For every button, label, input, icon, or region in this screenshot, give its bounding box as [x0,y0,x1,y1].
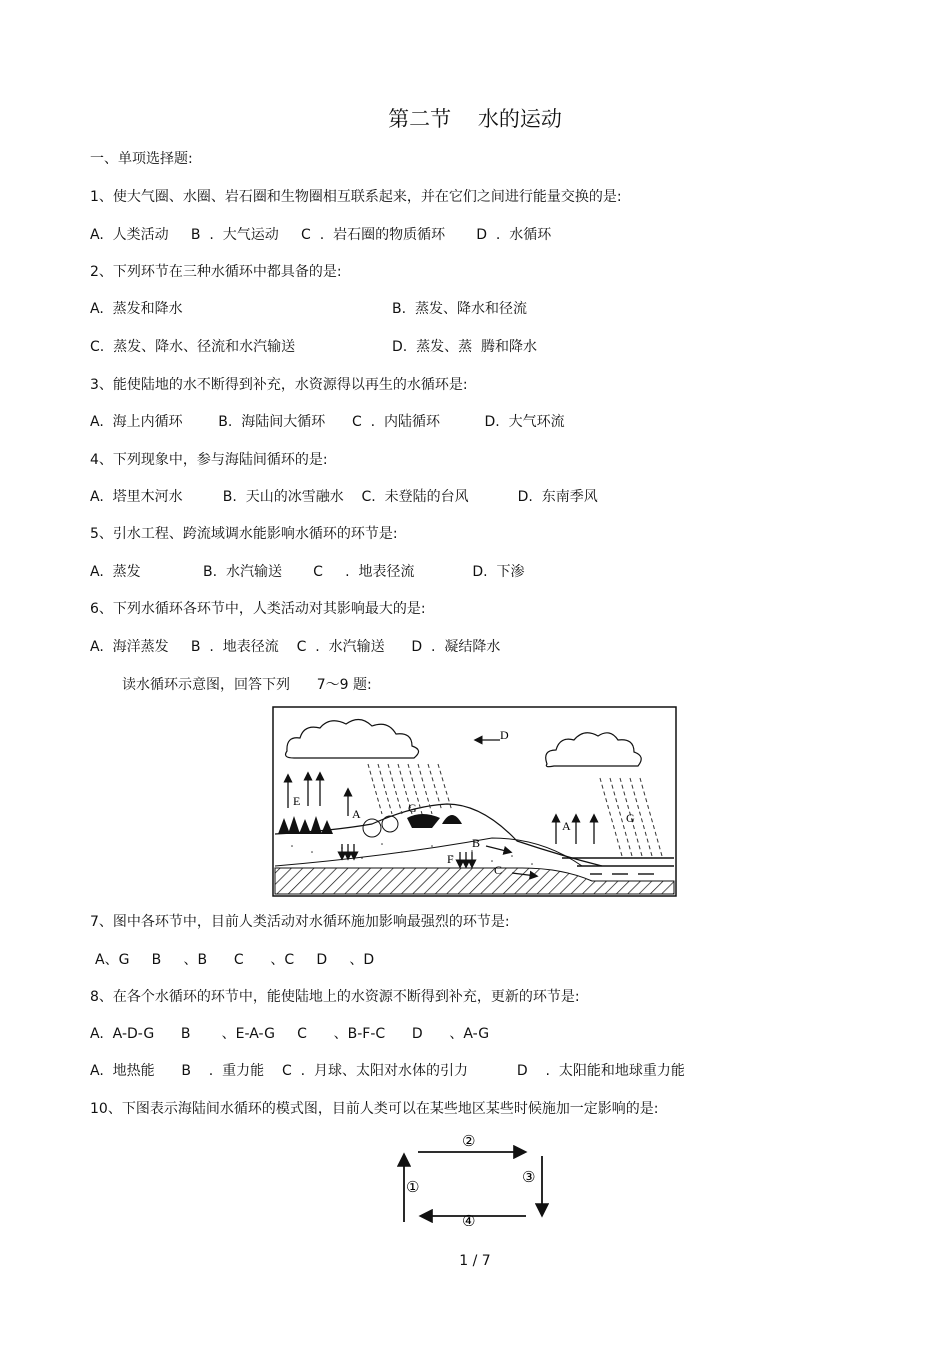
question-5: 5、引水工程、跨流域调水能影响水循环的环节是: [90,526,398,542]
label-4: ④ [462,1212,476,1226]
label-e: E [293,794,301,808]
question-7: 7、图中各环节中，目前人类活动对水循环施加影响最强烈的环节是: [90,914,510,930]
question-2-option-a: A. 蒸发和降水 [90,301,183,317]
question-6-options: A. 海洋蒸发 B . 地表径流 C . 水汽输送 D . 凝结降水 [90,639,501,655]
question-9-options: A. 地热能 B . 重力能 C . 月球、太阳对水体的引力 D . 太阳能和地球重力能 [90,1063,685,1079]
page-title: 第二节 水的运动 [388,107,562,131]
label-1: ① [406,1178,420,1196]
question-6: 6、下列水循环各环节中，人类活动对其影响最大的是: [90,601,426,617]
question-4-options: A. 塔里木河水 B. 天山的冰雪融水 C. 未登陆的台风 D. 东南季风 [90,489,598,505]
question-2-option-d: D. 蒸发、蒸 腾和降水 [392,339,538,355]
question-8: 8、在各个水循环的环节中，能使陆地上的水资源不断得到补充，更新的环节是: [90,989,580,1005]
question-8-options: A. A-D-G B 、E-A-G C 、B-F-C D 、A-G [90,1026,490,1042]
section-heading: 一、单项选择题: [90,151,193,167]
label-a-right: A [562,819,571,833]
question-2-option-b: B. 蒸发、降水和径流 [392,301,527,317]
read-prompt: 读水循环示意图，回答下列 7～9 题: [122,677,372,693]
water-cycle-diagram [272,706,678,898]
page-number: 1 / 7 [459,1253,491,1269]
label-g-right: G [626,811,635,825]
question-3-options: A. 海上内循环 B. 海陆间大循环 C . 内陆循环 D. 大气环流 [90,414,565,430]
label-d: D [500,728,509,742]
question-2: 2、下列环节在三种水循环中都具备的是: [90,264,342,280]
label-f: F [447,852,454,866]
label-b: B [472,836,481,850]
question-7-options: A、G B 、B C 、C D 、D [95,952,375,968]
question-2-option-c: C. 蒸发、降水、径流和水汽输送 [90,339,296,355]
question-10: 10、下图表示海陆间水循环的模式图，目前人类可以在某些地区某些时候施加一定影响的是: [90,1101,659,1117]
question-1: 1、使大气圈、水圈、岩石圈和生物圈相互联系起来，并在它们之间进行能量交换的是: [90,189,622,205]
question-3: 3、能使陆地的水不断得到补充，水资源得以再生的水循环是: [90,377,468,393]
question-1-options: A. 人类活动 B . 大气运动 C . 岩石圈的物质循环 D . 水循环 [90,227,552,243]
label-2: ② [462,1132,476,1150]
question-5-options: A. 蒸发 B. 水汽输送 C . 地表径流 D. 下渗 [90,564,525,580]
label-a-left: A [352,807,361,821]
label-c: C [494,863,503,877]
sea-land-cycle-diagram [392,1130,556,1226]
question-4: 4、下列现象中，参与海陆间循环的是: [90,452,328,468]
label-g-left: G [408,801,417,815]
label-3: ③ [522,1168,536,1186]
